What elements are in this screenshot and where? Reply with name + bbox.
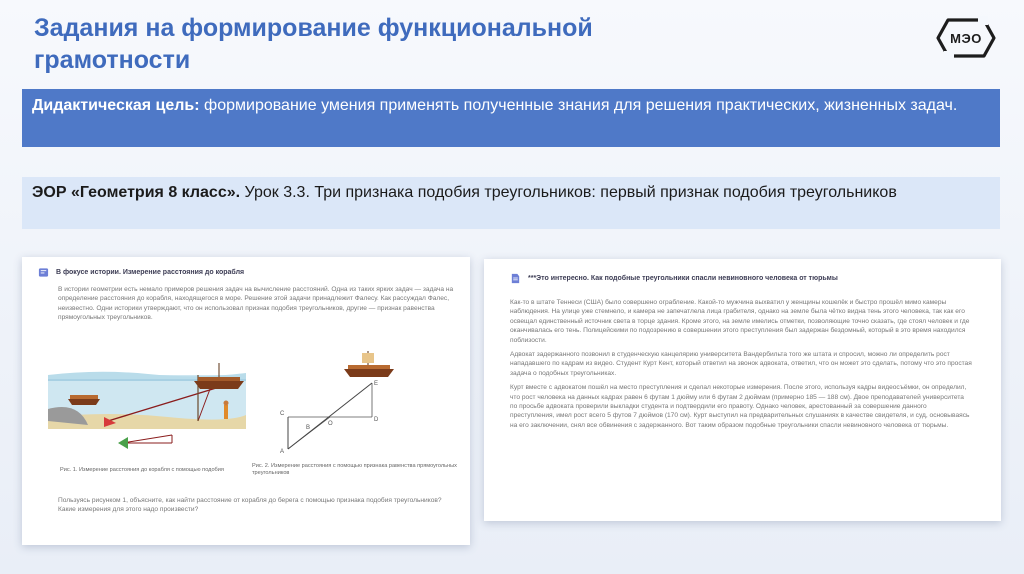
history-task-title: В фокусе истории. Измерение расстояния до корабля: [56, 269, 245, 276]
eor-label: ЭОР «Геометрия 8 класс».: [32, 184, 241, 201]
eor-banner: [22, 177, 1000, 229]
point-e-label: E: [374, 381, 379, 387]
history-task-header: [38, 267, 470, 278]
history-task-question: Пользуясь рисунком 1, объясните, как найти расстояние от корабля до берега с помощью признака подобия треугольников? Какие измерения для этого надо произвести?: [58, 497, 442, 514]
interesting-fact-header: [510, 273, 1001, 284]
eor-text: Урок 3.3. Три признака подобия треугольников: первый признак подобия треугольников: [240, 184, 897, 201]
didactic-goal-banner: [22, 89, 1000, 147]
interesting-fact-card: [484, 259, 1001, 521]
point-c-label: C: [280, 411, 285, 417]
equal-triangles-figure: [276, 349, 396, 457]
history-task-intro: В истории геометрии есть немало примеров решения задач на вычисление расстояний. Одна из таких ярких задач — задача на определение расстояния до корабля, находящегося в море. Решение этой задачи принадлежит Фалесу. Как рассуждал Фалес, неизвестно. Одни историки утверждают, что он использовал признак подобия треугольников, другие — признак равенства прямоугольных треугольников.: [58, 286, 454, 322]
point-b-label: B: [306, 425, 311, 431]
history-task-card: [22, 257, 470, 545]
interesting-fact-paragraph-1: Как-то в штате Теннеси (США) было совершено ограбление. Какой-то мужчина выхватил у женщины кошелёк и быстро прошёл мимо камеры наблюдения. На улице уже стемнело, и камера не запечатлела лица грабителя, однако на земле была чётко видна тень этого человека, так как его освещал единственный источник света в торце здания. Кроме этого, на земле имелись отметки, позволяющие точно сказать, где стоял человек и где оканчивалась его тень. Полицейскими по подозрению в совершении этого преступления был задержан бездомный, который в это время находился поблизости.: [510, 299, 970, 344]
didactic-goal-text: формирование умения применять полученные знания для решения практических, жизненных задач.: [199, 97, 958, 114]
figure-1-caption: Рис. 1. Измерение расстояния до корабля с помощью подобия: [60, 467, 224, 473]
ship-distance-figure: [48, 351, 246, 459]
page-title: [34, 12, 794, 76]
logo-text: МЭО: [950, 30, 982, 46]
document-icon: [510, 273, 521, 284]
interesting-fact-paragraph-2: Адвокат задержанного позвонил в студенческую канцелярию университета Вандербильта того же штата и спросил, можно ли определить рост нападавшего по кадрам из видео. Студент Курт Кент, который ответил на звонок адвоката, ответил, что он может это сделать, потому что это простая задача о подобных треугольниках.: [510, 351, 972, 377]
didactic-goal-label: Дидактическая цель:: [32, 97, 200, 114]
ship-icon: [344, 351, 394, 377]
page-title-line-2: грамотности: [34, 46, 191, 74]
point-a-label: A: [280, 449, 285, 455]
page-title-line-1: Задания на формирование функциональной: [34, 14, 593, 42]
book-icon: [38, 267, 49, 278]
interesting-fact-title: ***Это интересно. Как подобные треугольники спасли невиновного человека от тюрьмы: [528, 275, 838, 282]
small-ship-icon: [68, 395, 100, 405]
interesting-fact-paragraph-3: Курт вместе с адвокатом пошёл на место преступления и сделал некоторые измерения. После этого, используя кадры видеосъёмки, он определил, что рост человека на данных кадрах равен 6 футам 1 дюйму или 6 футам 2 дюймам (примерно 185 — 188 см). Двое преподавателей университета по просьбе адвоката проверили выкладки студента и подтвердили его правоту. Однако человек, арестованный за совершение данного преступления, имел рост всего 5 футов 7 дюймов (170 см). Курт выступил на предварительных слушаниях в качестве свидетеля, и суд, основываясь на его заключении, снял все обвинения с задержанного. Вот таким образом подобные треугольники спасли невиновного человека от тюрьмы.: [510, 384, 970, 429]
point-o-label: O: [328, 421, 333, 427]
meo-logo: [934, 14, 998, 62]
figure-2-caption: Рис. 2. Измерение расстояния с помощью признака равенства прямоугольных треугольников: [252, 463, 457, 476]
point-d-label: D: [374, 417, 379, 423]
